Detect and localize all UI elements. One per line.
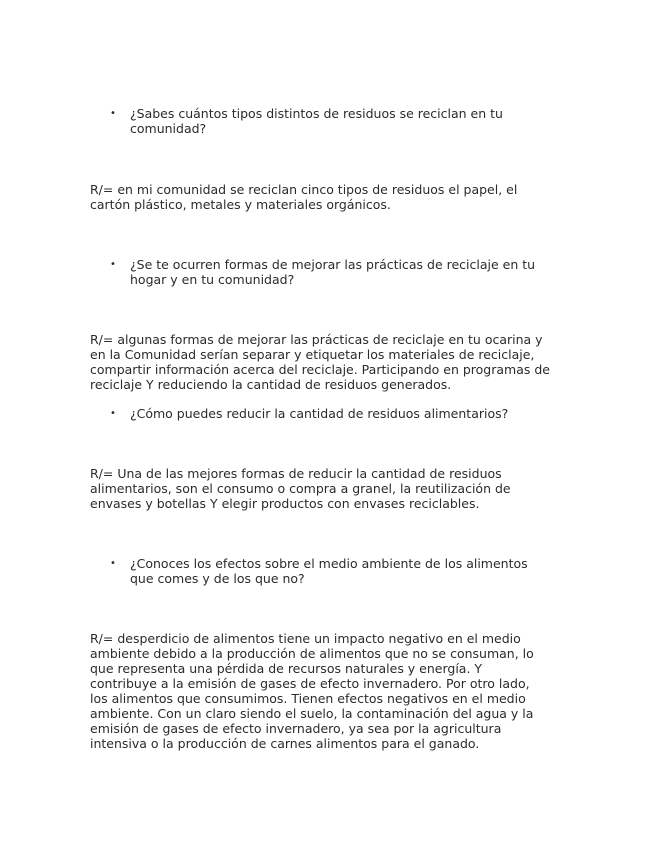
answer-1: R/= en mi comunidad se reciclan cinco tipos de residuos el papel, el cartón plástico, metales y materiales orgánicos. <box>90 182 518 212</box>
question-4 <box>110 556 560 586</box>
answer-4: R/= desperdicio de alimentos tiene un impacto negativo en el medio ambiente debido a la producción de alimentos que no se consuman, lo que representa una pérdida de recursos naturales y energía. Y contribuye a la emisión de gases de efecto invernadero. Por otro lado, los alimentos que consumimos. Tienen efectos negativos en el medio ambiente. Con un claro siendo el suelo, la contaminación del agua y la emisión de gases de efecto invernadero, ya sea por la agricultura intensiva o la producción de carnes alimentos para el ganado. <box>90 631 534 751</box>
bullet-icon: • <box>110 558 116 569</box>
question-4-text: ¿Conoces los efectos sobre el medio ambiente de los alimentos que comes y de los que no? <box>130 556 528 586</box>
answer-2: R/= algunas formas de mejorar las prácticas de reciclaje en tu ocarina y en la Comunidad serían separar y etiquetar los materiales de reciclaje, compartir información acerca del reciclaje. Participando en programas de reciclaje Y reduciendo la cantidad de residuos generados. <box>90 332 550 392</box>
answer-3: R/= Una de las mejores formas de reducir la cantidad de residuos alimentarios, son el consumo o compra a granel, la reutilización de envases y botellas Y elegir productos con envases reciclables. <box>90 466 511 511</box>
question-1-text: ¿Sabes cuántos tipos distintos de residuos se reciclan en tu comunidad? <box>130 106 503 136</box>
question-3-text: ¿Cómo puedes reducir la cantidad de residuos alimentarios? <box>130 406 509 421</box>
bullet-icon: • <box>110 259 116 270</box>
question-3 <box>110 406 560 421</box>
question-1 <box>110 106 560 136</box>
bullet-icon: • <box>110 108 116 119</box>
bullet-icon: • <box>110 408 116 419</box>
question-2 <box>110 257 560 287</box>
question-2-text: ¿Se te ocurren formas de mejorar las prácticas de reciclaje en tu hogar y en tu comunidad? <box>130 257 536 287</box>
